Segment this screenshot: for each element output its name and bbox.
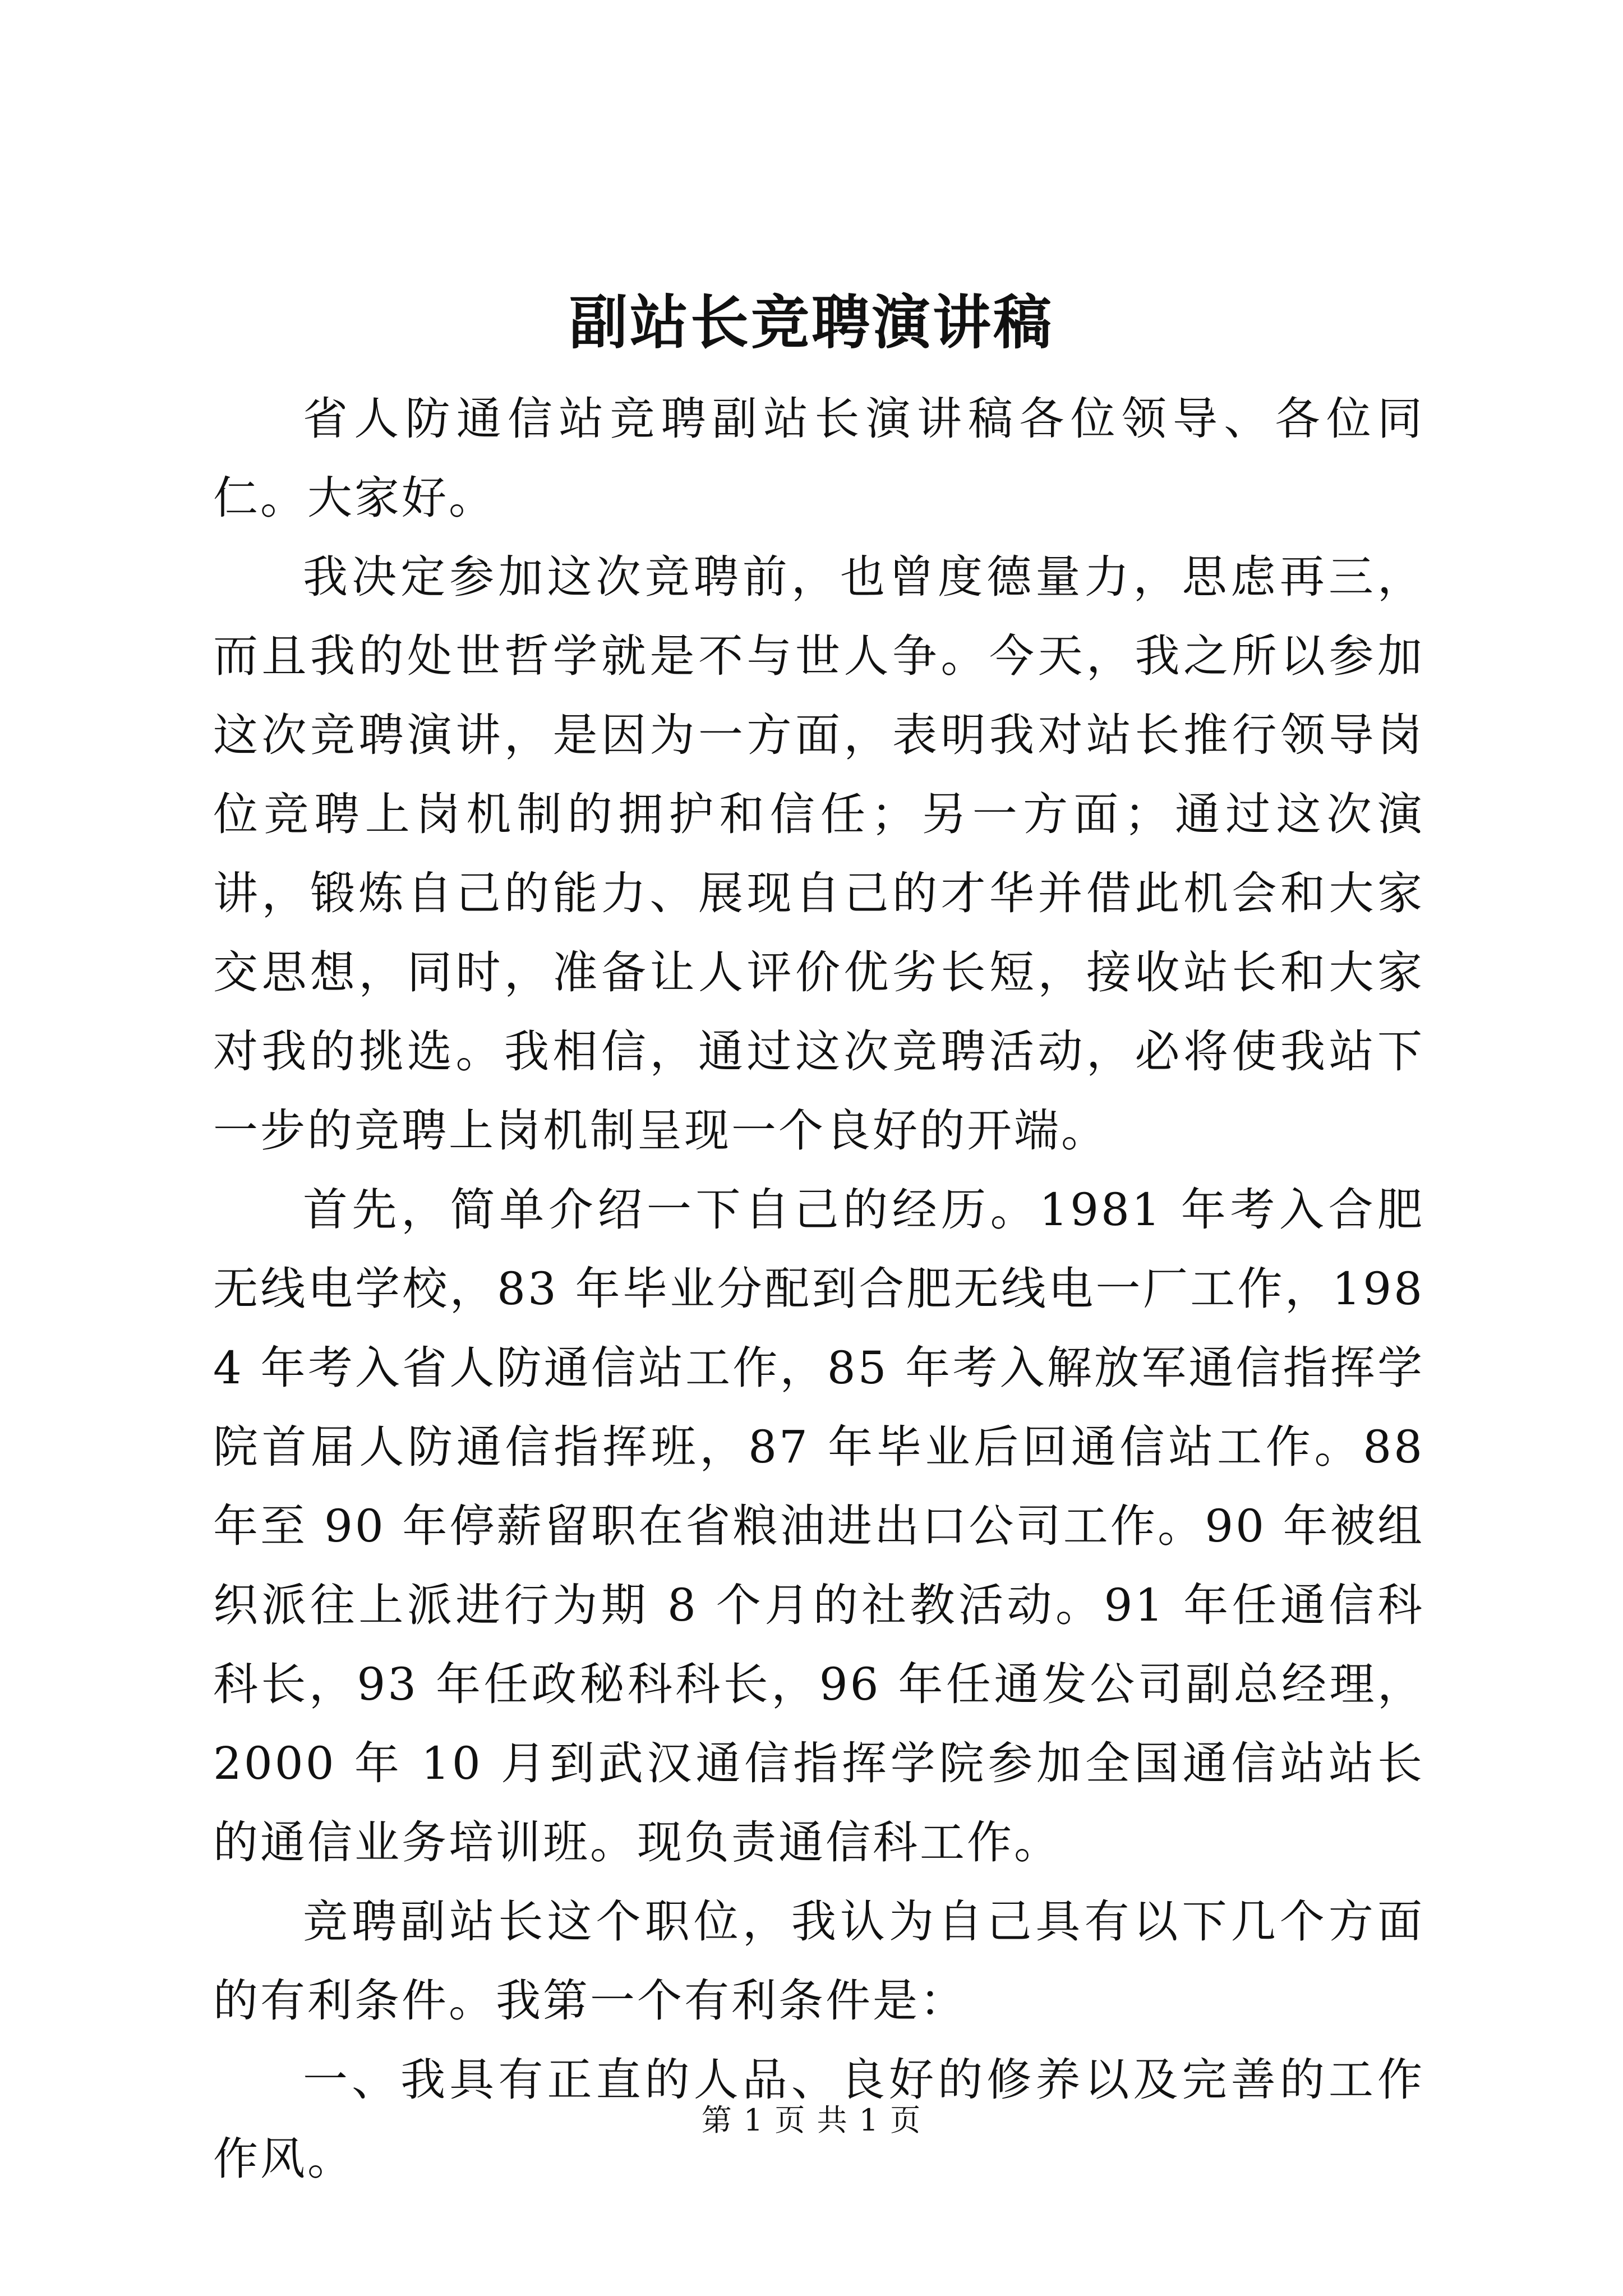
paragraph-greeting: 省人防通信站竞聘副站长演讲稿各位领导、各位同仁。大家好。 — [213, 393, 1424, 524]
page-title: 副站长竞聘演讲稿 — [569, 288, 1054, 357]
paragraph-conditions-intro: 竞聘副站长这个职位，我认为自己具有以下几个方面的有利条件。我第一个有利条件是： — [213, 1895, 1424, 2027]
paragraph-experience: 首先，简单介绍一下自己的经历。1981 年考入合肥无线电学校，83 年毕业分配到合肥无线电一厂工作，1984 年考入省人防通信站工作，85 年考入解放军通信指挥学院首届人防通信指挥班，87 年毕业后回通信站工作。88 年至 90 年停薪留职在省粮油进出口公司工作。90 年被组织派往上派进行为期 8 个月的社教活动。91 年任通信科科长，93 年任政秘科科长，96 年任通发公司副总经理，2000 年 10 月到武汉通信指挥学院参加全国通信站站长的通信业务培训班。现负责通信科工作。 — [213, 1184, 1424, 1869]
paragraph-motivation: 我决定参加这次竞聘前，也曾度德量力，思虑再三，而且我的处世哲学就是不与世人争。今天，我之所以参加这次竞聘演讲，是因为一方面，表明我对站长推行领导岗位竞聘上岗机制的拥护和信任；另一方面；通过这次演讲，锻炼自己的能力、展现自己的才华并借此机会和大家交思想，同时，准备让人评价优劣长短，接收站长和大家对我的挑选。我相信，通过这次竞聘活动，必将使我站下一步的竞聘上岗机制呈现一个良好的开端。 — [213, 551, 1424, 1157]
paragraph-condition-one: 一、我具有正直的人品、良好的修养以及完善的工作作风。 — [213, 2054, 1424, 2185]
page-footer: 第 1 页 共 1 页 — [701, 2102, 922, 2138]
document-body — [213, 379, 1424, 2198]
